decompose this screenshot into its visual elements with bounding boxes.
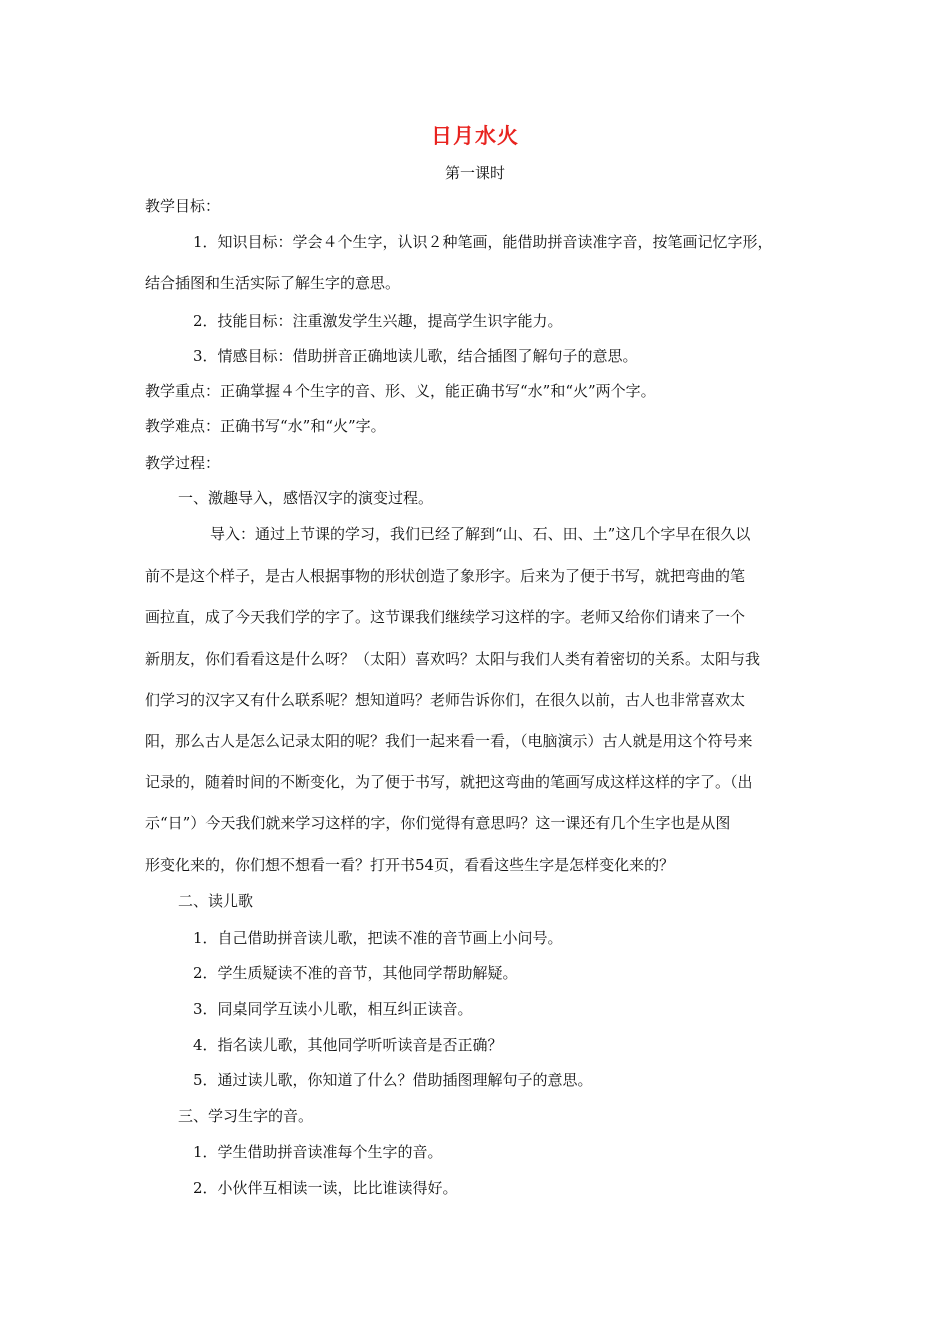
section-2-item: 3．同桌同学互读小儿歌，相互纠正读音。: [193, 1000, 473, 1018]
section-1-heading: 一、激趣导入，感悟汉字的演变过程。: [178, 489, 434, 507]
section-3-item: 1．学生借助拼音读准每个生字的音。: [193, 1143, 443, 1161]
objective-1-continued: 结合插图和生活实际了解生字的意思。: [145, 274, 401, 292]
section-2-item: 2．学生质疑读不准的音节，其他同学帮助解疑。: [193, 964, 518, 982]
lesson-subtitle: 第一课时: [444, 164, 505, 182]
intro-paragraph-line: 导入：通过上节课的学习，我们已经了解到“山、石、田、土”这几个字早在很久以: [210, 525, 751, 543]
intro-paragraph-line: 形变化来的，你们想不想看一看？打开书54页，看看这些生字是怎样变化来的？: [145, 856, 675, 874]
intro-paragraph-line: 画拉直，成了今天我们学的字了。这节课我们继续学习这样的字。老师又给你们请来了一个: [145, 608, 746, 626]
objective-1: 1．知识目标：学会４个生字，认识２种笔画，能借助拼音读准字音，按笔画记忆字形，: [193, 233, 773, 251]
objective-3: 3．情感目标：借助拼音正确地读儿歌，结合插图了解句子的意思。: [193, 347, 638, 365]
process-heading: 教学过程：: [145, 454, 221, 472]
intro-paragraph-line: 们学习的汉字又有什么联系呢？想知道吗？老师告诉你们，在很久以前，古人也非常喜欢太: [145, 691, 746, 709]
lesson-title: 日月水火: [431, 124, 519, 148]
section-2-heading: 二、读儿歌: [178, 892, 254, 910]
intro-paragraph-line: 记录的，随着时间的不断变化，为了便于书写，就把这弯曲的笔画写成这样这样的字了。（出: [145, 773, 753, 791]
objectives-heading: 教学目标：: [145, 197, 221, 215]
intro-paragraph-line: 阳，那么古人是怎么记录太阳的呢？我们一起来看一看，（电脑演示）古人就是用这个符号来: [145, 732, 753, 750]
intro-paragraph-line: 前不是这个样子，是古人根据事物的形状创造了象形字。后来为了便于书写，就把弯曲的笔: [145, 567, 746, 585]
intro-paragraph-line: 新朋友，你们看看这是什么呀？（太阳）喜欢吗？太阳与我们人类有着密切的关系。太阳与我: [145, 650, 761, 668]
section-3-heading: 三、学习生字的音。: [178, 1107, 314, 1125]
section-3-item: 2．小伙伴互相读一读，比比谁读得好。: [193, 1179, 458, 1197]
section-2-item: 1．自己借助拼音读儿歌，把读不准的音节画上小问号。: [193, 929, 563, 947]
intro-paragraph-line: 示“日”）今天我们就来学习这样的字，你们觉得有意思吗？这一课还有几个生字也是从图: [145, 814, 731, 832]
section-2-item: 5．通过读儿歌，你知道了什么？借助插图理解句子的意思。: [193, 1071, 593, 1089]
section-2-item: 4．指名读儿歌，其他同学听听读音是否正确？: [193, 1036, 503, 1054]
key-point: 教学重点：正确掌握４个生字的音、形、义，能正确书写“水”和“火”两个字。: [145, 382, 656, 400]
difficulty: 教学难点：正确书写“水”和“火”字。: [145, 417, 386, 435]
objective-2: 2．技能目标：注重激发学生兴趣，提高学生识字能力。: [193, 312, 563, 330]
